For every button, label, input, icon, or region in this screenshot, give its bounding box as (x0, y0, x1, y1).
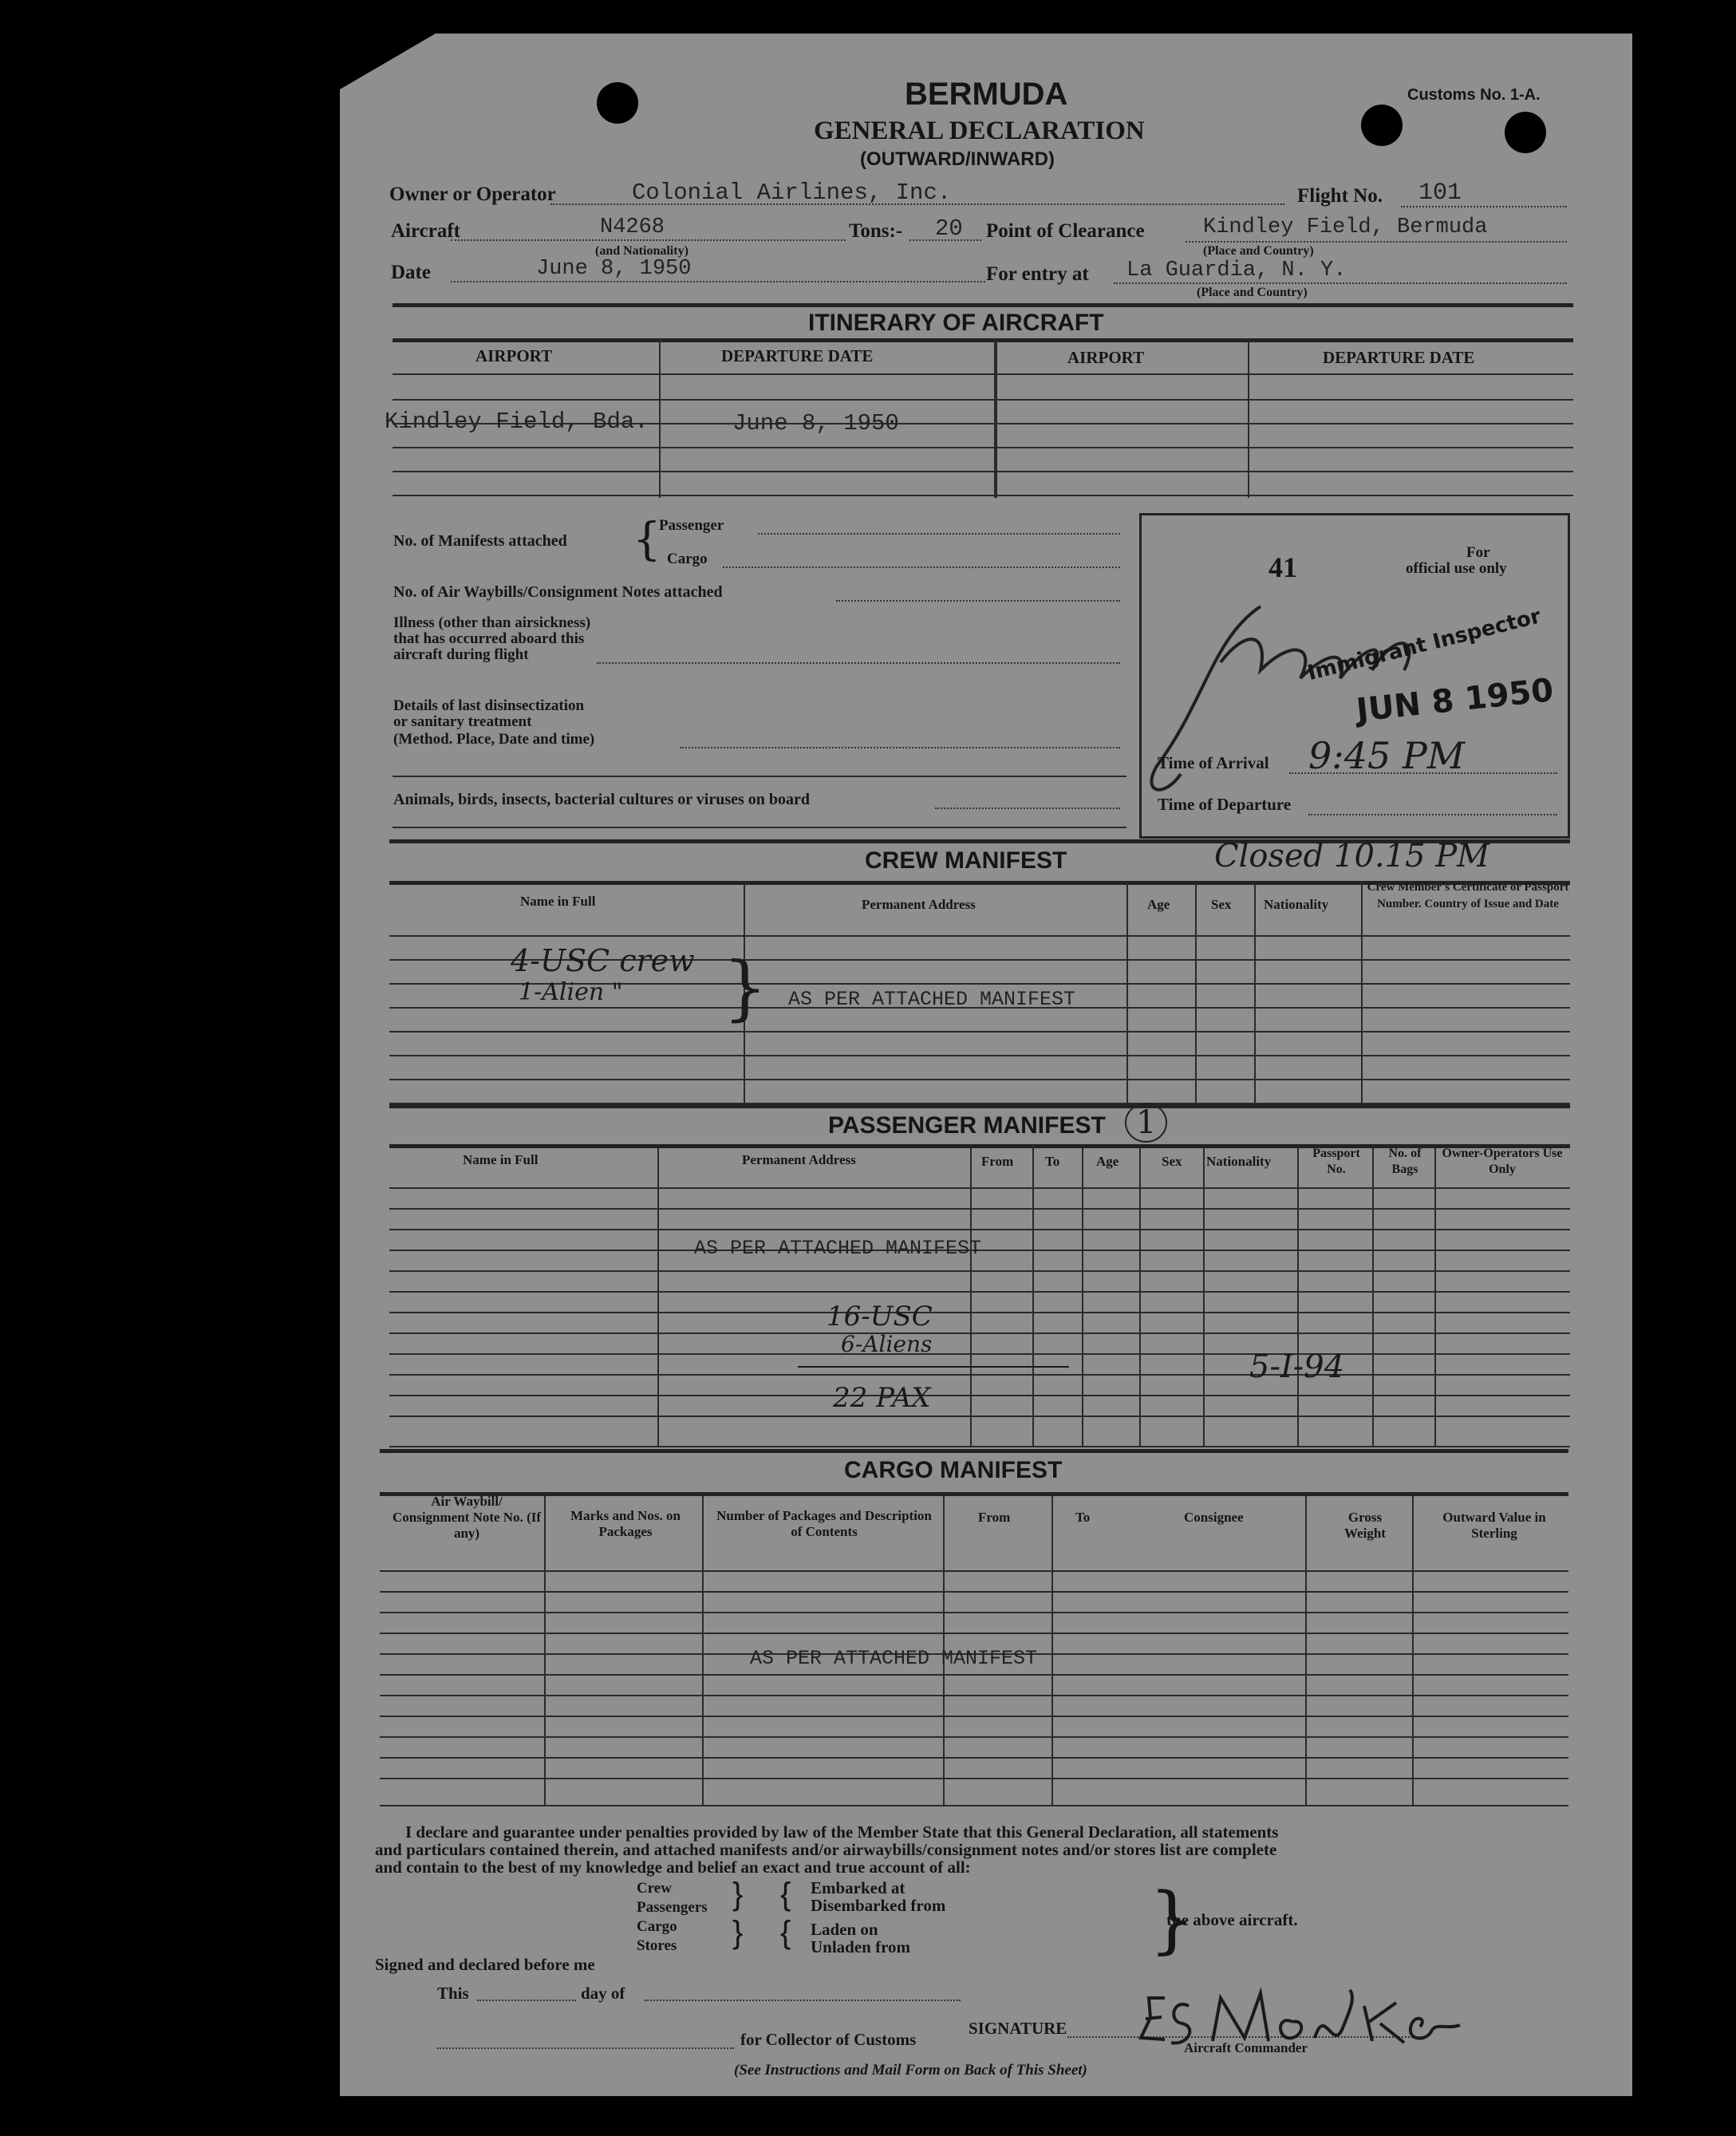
declaration-line-2: and particulars contained therein, and attached manifests and/or airwaybills/consignment notes and/or stores list are complete (375, 1840, 1277, 1859)
owner-value: Colonial Airlines, Inc. (632, 180, 952, 206)
cargo-header-rule (380, 1492, 1568, 1496)
decl-brace-actions-1: { (780, 1877, 791, 1912)
decl-brace-items-1: } (732, 1877, 744, 1912)
form-subtitle: GENERAL DECLARATION (814, 116, 1145, 145)
immigrant-stamp-date: JUN 8 1950 (1355, 672, 1556, 729)
manifest-cargo-line (723, 567, 1120, 568)
manifest-cargo-label: Cargo (667, 551, 708, 567)
itin-date-1: June 8, 1950 (732, 410, 899, 436)
pax-col (1297, 1146, 1299, 1447)
cargo-row-rule (380, 1757, 1568, 1759)
declaration-line-3: and contain to the best of my knowledge and belief an exact and true account of all: (375, 1858, 971, 1877)
pax-header-owner: Owner-Operators Use Only (1442, 1147, 1563, 1176)
itin-row-rule (393, 495, 1573, 496)
crew-header-name: Name in Full (520, 894, 596, 909)
arrival-line (1289, 772, 1557, 774)
itin-col-2 (994, 340, 997, 498)
form-direction: (OUTWARD/INWARD) (860, 148, 1055, 170)
itin-col-3 (1248, 340, 1249, 498)
crew-header-address: Permanent Address (862, 897, 976, 912)
animals-label: Animals, birds, insects, bacterial cultures or viruses on board (393, 791, 811, 808)
itinerary-title: ITINERARY OF AIRCRAFT (808, 310, 1104, 336)
aircraft-sub: (and Nationality) (595, 244, 688, 258)
pax-row-rule (389, 1395, 1570, 1396)
pax-row-rule (389, 1333, 1570, 1334)
day-of-label: day of (581, 1984, 625, 2003)
pax-note-usc: 16-USC (827, 1301, 933, 1333)
animals-line (935, 807, 1120, 809)
manifest-passenger-label: Passenger (659, 517, 724, 534)
cargo-header-from: From (978, 1510, 1011, 1525)
pax-col (1372, 1146, 1374, 1447)
this-line (477, 2000, 576, 2001)
signature-label: SIGNATURE (969, 2019, 1067, 2038)
official-number: 41 (1268, 551, 1297, 583)
itin-row-rule (393, 399, 1573, 401)
cargo-header-value: Outward Value in Sterling (1442, 1510, 1546, 1541)
cargo-row-rule (380, 1736, 1568, 1738)
cargo-row-rule (380, 1716, 1568, 1717)
passenger-circled-count: 1 (1125, 1103, 1167, 1143)
pax-header-nationality: Nationality (1206, 1154, 1272, 1169)
crew-col (1361, 882, 1363, 1104)
clearance-line (1186, 241, 1567, 243)
flight-value: 101 (1418, 180, 1462, 207)
pax-col (657, 1146, 659, 1447)
itin-row-rule (393, 373, 1573, 375)
date-value: June 8, 1950 (536, 257, 692, 281)
itinerary-header-rule (393, 338, 1573, 342)
illness-line-1: Illness (other than airsickness) (393, 614, 591, 631)
cargo-row-rule (380, 1778, 1568, 1779)
waybills-line (836, 600, 1120, 602)
tons-value: 20 (935, 215, 963, 242)
declaration-form (340, 34, 1632, 2096)
cargo-header-marks: Marks and Nos. on Packages (570, 1508, 681, 1539)
decl-tail: the above aircraft. (1166, 1910, 1298, 1929)
cargo-col (702, 1494, 704, 1806)
collector-line (437, 2047, 734, 2049)
manifests-brace: { (633, 514, 661, 566)
punch-hole-left (597, 82, 638, 124)
flight-label: Flight No. (1297, 185, 1383, 207)
crew-note-usc: 4-USC crew (511, 943, 695, 978)
pax-header-from: From (981, 1154, 1014, 1169)
entry-label: For entry at (986, 263, 1089, 285)
pax-header-bags: No. of Bags (1388, 1147, 1422, 1176)
passenger-title: PASSENGER MANIFEST (828, 1112, 1106, 1139)
waybills-label: No. of Air Waybills/Consignment Notes attached (393, 583, 723, 601)
pax-row-rule (389, 1208, 1570, 1210)
itin-header-airport-2: AIRPORT (1067, 348, 1145, 367)
cargo-title: CARGO MANIFEST (844, 1457, 1063, 1483)
pax-row-rule (389, 1187, 1570, 1189)
departure-label: Time of Departure (1158, 795, 1292, 814)
cargo-header-weight: Gross Weight (1344, 1510, 1386, 1541)
decl-item-stores: Stores (637, 1937, 677, 1954)
pax-header-name: Name in Full (463, 1152, 539, 1167)
decl-brace-items-2: } (732, 1915, 744, 1950)
decl-action-disembarked: Disembarked from (811, 1896, 946, 1915)
disinsect-value-line (680, 747, 1120, 748)
aircraft-label: Aircraft (391, 220, 460, 242)
cargo-row-rule (380, 1805, 1568, 1806)
pax-col (1139, 1146, 1141, 1447)
crew-row-rule (389, 935, 1570, 937)
decl-action-laden: Laden on (811, 1920, 878, 1939)
pax-header-age: Age (1096, 1154, 1119, 1169)
crew-note-alien: 1-Alien " (519, 978, 623, 1006)
owner-label: Owner or Operator (389, 184, 556, 205)
aircraft-line (451, 239, 846, 241)
customs-form-number: Customs No. 1-A. (1407, 86, 1541, 104)
clearance-label: Point of Clearance (986, 220, 1145, 242)
cargo-top-rule (380, 1449, 1568, 1453)
cargo-row-rule (380, 1612, 1568, 1613)
crew-header-certificate: Crew Member's Certificate or Passport Number. Country of Issue and Date (1367, 881, 1569, 910)
pax-header-address: Permanent Address (742, 1152, 856, 1167)
departure-line (1308, 814, 1557, 815)
manifest-passenger-line (758, 533, 1120, 535)
cargo-header-to: To (1075, 1510, 1091, 1525)
declaration-line-1: I declare and guarantee under penalties provided by law of the Member State that this General Declaration, all statements (405, 1822, 1279, 1842)
itin-header-airport-1: AIRPORT (475, 346, 553, 365)
crew-col (1254, 882, 1256, 1104)
disinsect-line-1: Details of last disinsectization (393, 697, 585, 714)
official-use-only: official use only (1406, 560, 1507, 577)
crew-header-age: Age (1147, 897, 1170, 912)
pax-note-aliens: 6-Aliens (841, 1331, 933, 1357)
pax-total-rule (798, 1366, 1069, 1368)
punch-hole-mid (1361, 105, 1403, 146)
itin-header-date-1: DEPARTURE DATE (721, 346, 874, 365)
entry-sub: (Place and Country) (1197, 286, 1308, 299)
pax-col (1203, 1146, 1205, 1447)
cargo-header-packages: Number of Packages and Description of Contents (716, 1508, 932, 1539)
decl-item-passengers: Passengers (637, 1899, 708, 1916)
pax-row-rule (389, 1270, 1570, 1272)
itin-header-date-2: DEPARTURE DATE (1323, 348, 1475, 367)
pax-row-rule (389, 1374, 1570, 1376)
cargo-row-rule (380, 1570, 1568, 1572)
pax-row-rule (389, 1229, 1570, 1230)
animals-rule (393, 827, 1126, 828)
decl-action-embarked: Embarked at (811, 1878, 905, 1897)
passenger-entry: AS PER ATTACHED MANIFEST (694, 1237, 982, 1260)
pax-row-rule (389, 1446, 1570, 1447)
instructions-footnote: (See Instructions and Mail Form on Back of This Sheet) (734, 2062, 1087, 2079)
crew-brace: } (723, 946, 767, 1029)
itin-row-rule (393, 447, 1573, 448)
pax-col (1434, 1146, 1436, 1447)
decl-action-unladen: Unladen from (811, 1937, 911, 1956)
entry-line (1114, 282, 1567, 284)
aircraft-value: N4268 (600, 215, 665, 239)
decl-item-crew: Crew (637, 1880, 672, 1897)
crew-row-rule (389, 1055, 1570, 1056)
pax-note-total: 22 PAX (833, 1382, 931, 1414)
passenger-top-rule (389, 1104, 1570, 1108)
disinsect-line-2: or sanitary treatment (393, 713, 532, 730)
cargo-row-rule (380, 1695, 1568, 1696)
crew-col (1195, 882, 1197, 1104)
illness-line-2: that has occurred aboard this (393, 630, 585, 647)
crew-col (1126, 882, 1128, 1104)
date-line (451, 281, 985, 282)
pax-col (1082, 1146, 1083, 1447)
cargo-col (1305, 1494, 1307, 1806)
collector-label: for Collector of Customs (740, 2030, 917, 2049)
official-for: For (1466, 544, 1490, 561)
clearance-sub: (Place and Country) (1203, 244, 1314, 258)
pax-row-rule (389, 1291, 1570, 1293)
crew-entry: AS PER ATTACHED MANIFEST (788, 988, 1076, 1011)
pax-note-i94: 5-I-94 (1249, 1348, 1345, 1385)
arrival-value: 9:45 PM (1308, 734, 1465, 777)
cargo-entry: AS PER ATTACHED MANIFEST (750, 1647, 1038, 1670)
date-label: Date (391, 262, 431, 283)
crew-title: CREW MANIFEST (865, 847, 1067, 874)
crew-header-sex: Sex (1211, 897, 1232, 912)
cargo-col (1412, 1494, 1414, 1806)
illness-line-3: aircraft during flight (393, 646, 529, 663)
decl-brace-tail: } (1149, 1877, 1196, 1962)
illness-value-line (597, 662, 1120, 664)
punch-hole-right (1505, 112, 1546, 153)
crew-header-nationality: Nationality (1264, 897, 1329, 912)
pax-header-to: To (1045, 1154, 1060, 1169)
decl-brace-actions-2: { (780, 1915, 791, 1950)
crew-closed-note: Closed 10.15 PM (1214, 838, 1490, 875)
clearance-value: Kindley Field, Bermuda (1203, 215, 1488, 239)
commander-label: Aircraft Commander (1184, 2040, 1308, 2055)
tons-line (909, 239, 981, 241)
pax-row-rule (389, 1312, 1570, 1313)
pax-col (1032, 1146, 1034, 1447)
signed-declared: Signed and declared before me (375, 1955, 595, 1974)
form-title: BERMUDA (905, 77, 1068, 112)
tons-label: Tons:- (849, 220, 903, 242)
pax-row-rule (389, 1353, 1570, 1355)
itin-col-1 (659, 340, 661, 498)
cargo-header-waybill: Air Waybill/ Consignment Note No. (If any) (392, 1494, 542, 1541)
entry-value: La Guardia, N. Y. (1126, 259, 1347, 282)
pax-col (970, 1146, 972, 1447)
itinerary-top-rule (393, 303, 1573, 307)
itin-row-rule (393, 471, 1573, 472)
itin-airport-1: Kindley Field, Bda. (385, 409, 649, 435)
pax-header-sex: Sex (1162, 1154, 1182, 1169)
decl-item-cargo: Cargo (637, 1918, 677, 1935)
day-of-line (645, 2000, 961, 2001)
owner-line (550, 203, 1284, 205)
flight-line (1401, 206, 1567, 207)
cargo-row-rule (380, 1633, 1568, 1634)
crew-row-rule (389, 1079, 1570, 1080)
cargo-col (544, 1494, 546, 1806)
cargo-col (1051, 1494, 1053, 1806)
disinsect-line-3: (Method. Place, Date and time) (393, 731, 595, 748)
this-label: This (437, 1984, 469, 2003)
cargo-row-rule (380, 1591, 1568, 1593)
crew-row-rule (389, 1031, 1570, 1032)
pax-row-rule (389, 1415, 1570, 1417)
pax-header-passport: Passport No. (1312, 1147, 1360, 1176)
arrival-label: Time of Arrival (1158, 753, 1269, 772)
cargo-row-rule (380, 1674, 1568, 1676)
disinsect-rule (393, 776, 1126, 777)
manifests-label: No. of Manifests attached (393, 532, 567, 550)
torn-corner (340, 34, 436, 89)
immigrant-stamp-text: Immigrant Inspector (1305, 604, 1544, 686)
cargo-header-consignee: Consignee (1184, 1510, 1244, 1525)
